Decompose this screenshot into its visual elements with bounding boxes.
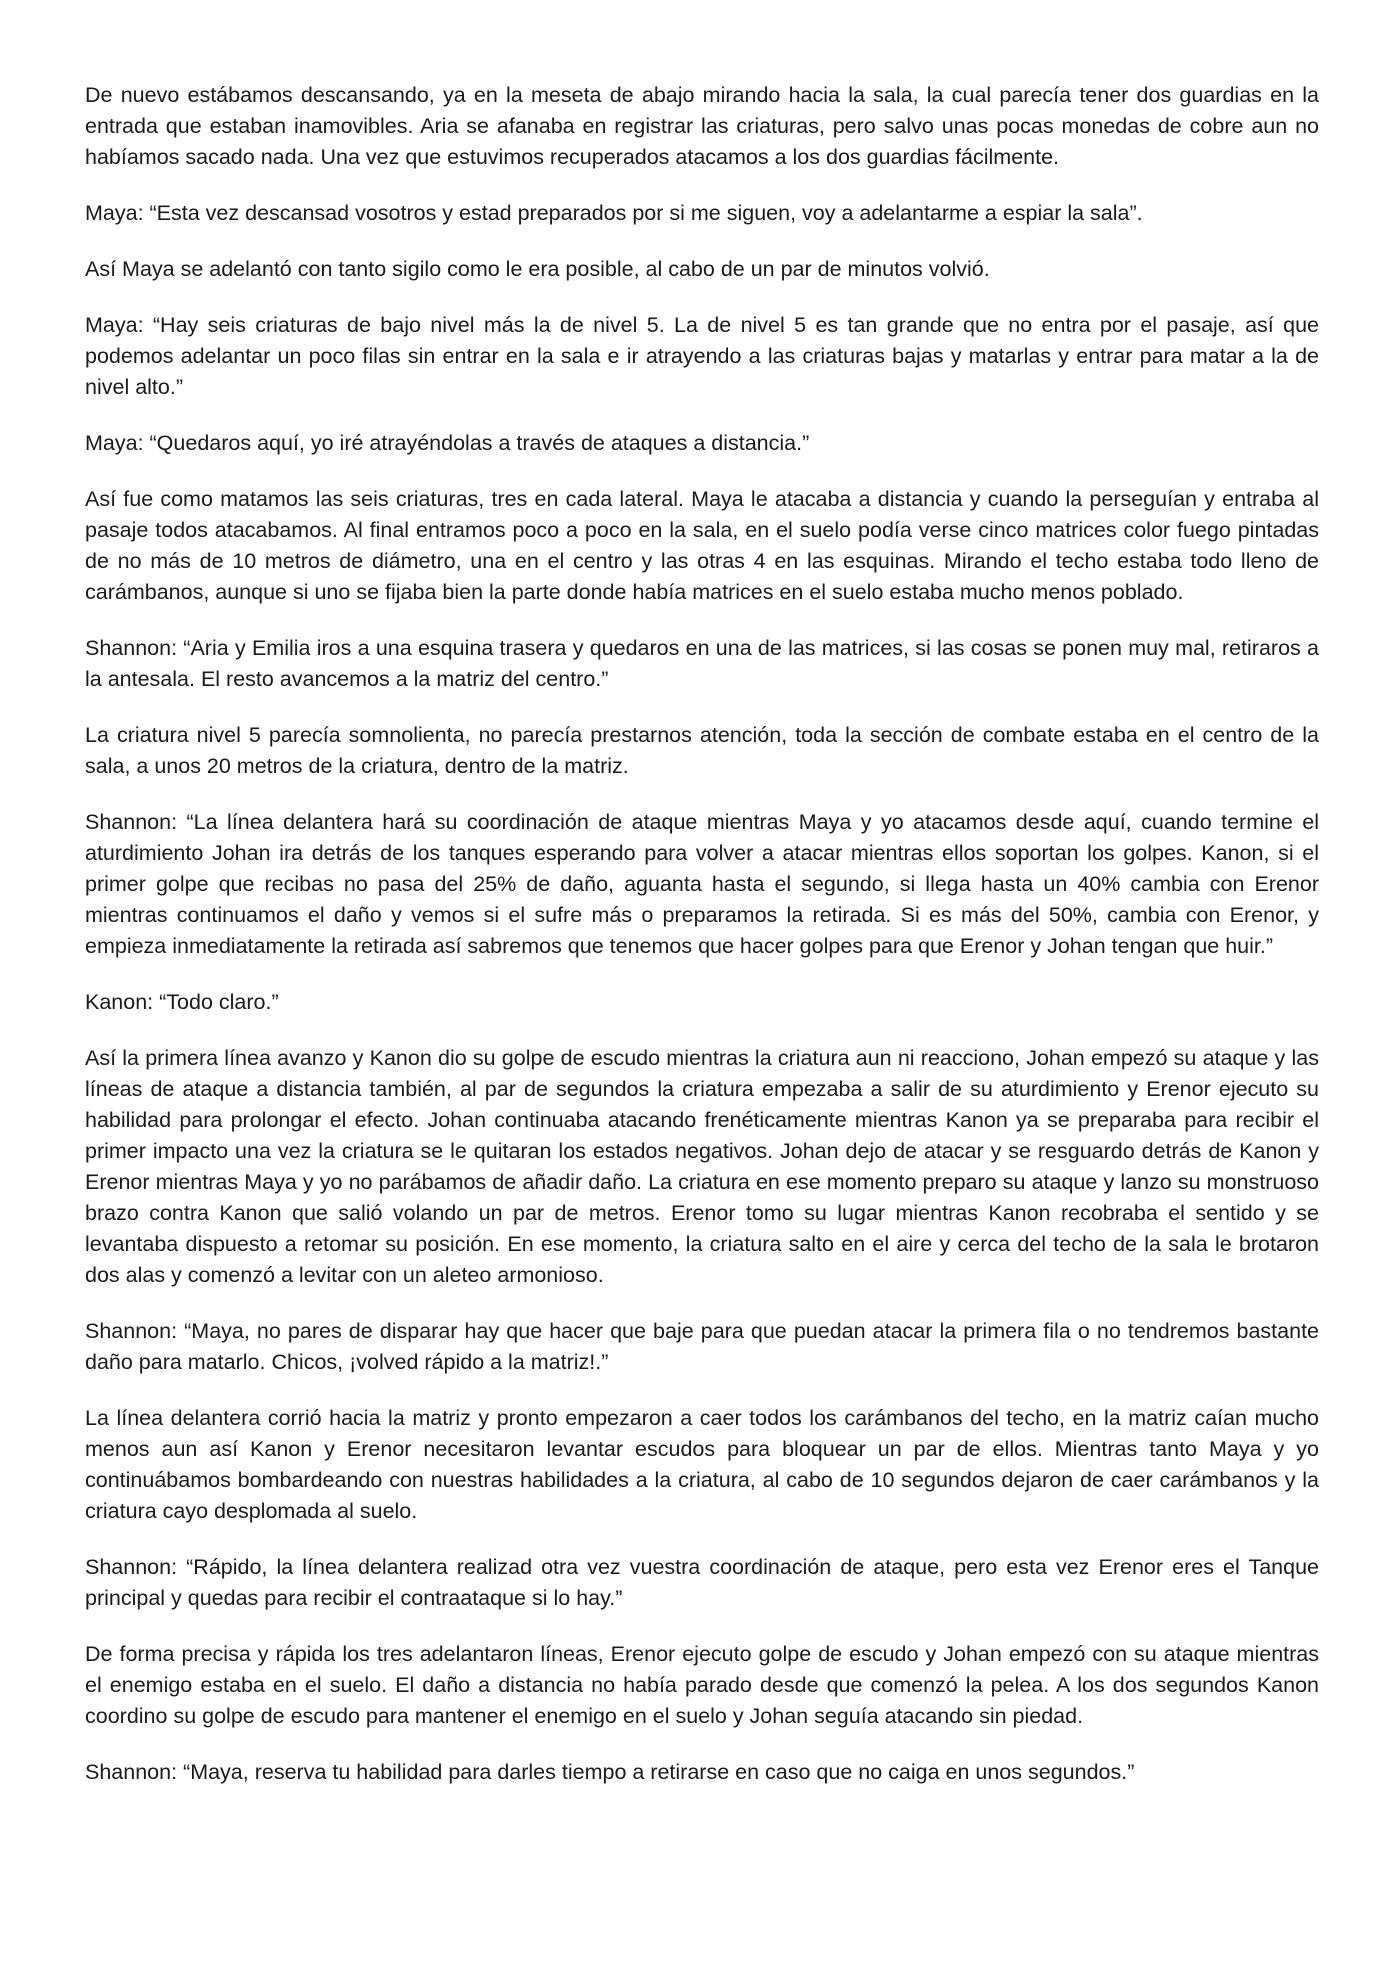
paragraph: Kanon: “Todo claro.”	[85, 990, 279, 1014]
paragraph: La línea delantera corrió hacia la matriz y pronto empezaron a caer todos los carámbanos del techo, en la matriz caían mucho menos aun así Kanon y Erenor necesitaron levantar escudos para bloquear un par de ellos. Mientras tanto Maya y yo continuábamos bombardeando con nuestras habilidades a la criatura, al cabo de 10 segundos dejaron de caer carámbanos y la criatura cayo desplomada al suelo.	[85, 1406, 1319, 1523]
paragraph: Así Maya se adelantó con tanto sigilo como le era posible, al cabo de un par de minutos volvió.	[85, 257, 990, 281]
document-page	[85, 80, 1319, 1813]
paragraph: Maya: “Esta vez descansad vosotros y estad preparados por si me siguen, voy a adelantarme a espiar la sala”.	[85, 201, 1143, 225]
paragraph: De forma precisa y rápida los tres adelantaron líneas, Erenor ejecuto golpe de escudo y Johan empezó con su ataque mientras el enemigo estaba en el suelo. El daño a distancia no había parado desde que comenzó la pelea. A los dos segundos Kanon coordino su golpe de escudo para mantener el enemigo en el suelo y Johan seguía atacando sin piedad.	[85, 1642, 1319, 1728]
paragraph: La criatura nivel 5 parecía somnolienta, no parecía prestarnos atención, toda la sección de combate estaba en el centro de la sala, a unos 20 metros de la criatura, dentro de la matriz.	[85, 723, 1319, 778]
paragraph: Maya: “Quedaros aquí, yo iré atrayéndolas a través de ataques a distancia.”	[85, 431, 810, 455]
paragraph: Así la primera línea avanzo y Kanon dio su golpe de escudo mientras la criatura aun ni reacciono, Johan empezó su ataque y las líneas de ataque a distancia también, al par de segundos la criatura empezaba a salir de su aturdimiento y Erenor ejecuto su habilidad para prolongar el efecto. Johan continuaba atacando frenéticamente mientras Kanon ya se preparaba para recibir el primer impacto una vez la criatura se le quitaran los estados negativos. Johan dejo de atacar y se resguardo detrás de Kanon y Erenor mientras Maya y yo no parábamos de añadir daño. La criatura en ese momento preparo su ataque y lanzo su monstruoso brazo contra Kanon que salió volando un par de metros. Erenor tomo su lugar mientras Kanon recobraba el sentido y se levantaba dispuesto a retomar su posición. En ese momento, la criatura salto en el aire y cerca del techo de la sala le brotaron dos alas y comenzó a levitar con un aleteo armonioso.	[85, 1046, 1319, 1287]
paragraph: Así fue como matamos las seis criaturas, tres en cada lateral. Maya le atacaba a distancia y cuando la perseguían y entraba al pasaje todos atacabamos. Al final entramos poco a poco en la sala, en el suelo podía verse cinco matrices color fuego pintadas de no más de 10 metros de diámetro, una en el centro y las otras 4 en las esquinas. Mirando el techo estaba todo lleno de carámbanos, aunque si uno se fijaba bien la parte donde había matrices en el suelo estaba mucho menos poblado.	[85, 487, 1319, 604]
paragraph: Shannon: “La línea delantera hará su coordinación de ataque mientras Maya y yo atacamos desde aquí, cuando termine el aturdimiento Johan ira detrás de los tanques esperando para volver a atacar mientras ellos soportan los golpes. Kanon, si el primer golpe que recibas no pasa del 25% de daño, aguanta hasta el segundo, si llega hasta un 40% cambia con Erenor mientras continuamos el daño y vemos si el sufre más o preparamos la retirada. Si es más del 50%, cambia con Erenor, y empieza inmediatamente la retirada así sabremos que tenemos que hacer golpes para que Erenor y Johan tengan que huir.”	[85, 810, 1319, 958]
paragraph: Shannon: “Aria y Emilia iros a una esquina trasera y quedaros en una de las matrices, si las cosas se ponen muy mal, retiraros a la antesala. El resto avancemos a la matriz del centro.”	[85, 636, 1319, 691]
paragraph: De nuevo estábamos descansando, ya en la meseta de abajo mirando hacia la sala, la cual parecía tener dos guardias en la entrada que estaban inamovibles. Aria se afanaba en registrar las criaturas, pero salvo unas pocas monedas de cobre aun no habíamos sacado nada. Una vez que estuvimos recuperados atacamos a los dos guardias fácilmente.	[85, 83, 1319, 169]
paragraph: Shannon: “Maya, no pares de disparar hay que hacer que baje para que puedan atacar la primera fila o no tendremos bastante daño para matarlo. Chicos, ¡volved rápido a la matriz!.”	[85, 1319, 1319, 1374]
paragraph: Shannon: “Maya, reserva tu habilidad para darles tiempo a retirarse en caso que no caiga en unos segundos.”	[85, 1760, 1135, 1784]
paragraph: Shannon: “Rápido, la línea delantera realizad otra vez vuestra coordinación de ataque, pero esta vez Erenor eres el Tanque principal y quedas para recibir el contraataque si lo hay.”	[85, 1555, 1319, 1610]
paragraph: Maya: “Hay seis criaturas de bajo nivel más la de nivel 5. La de nivel 5 es tan grande que no entra por el pasaje, así que podemos adelantar un poco filas sin entrar en la sala e ir atrayendo a las criaturas bajas y matarlas y entrar para matar a la de nivel alto.”	[85, 313, 1319, 399]
